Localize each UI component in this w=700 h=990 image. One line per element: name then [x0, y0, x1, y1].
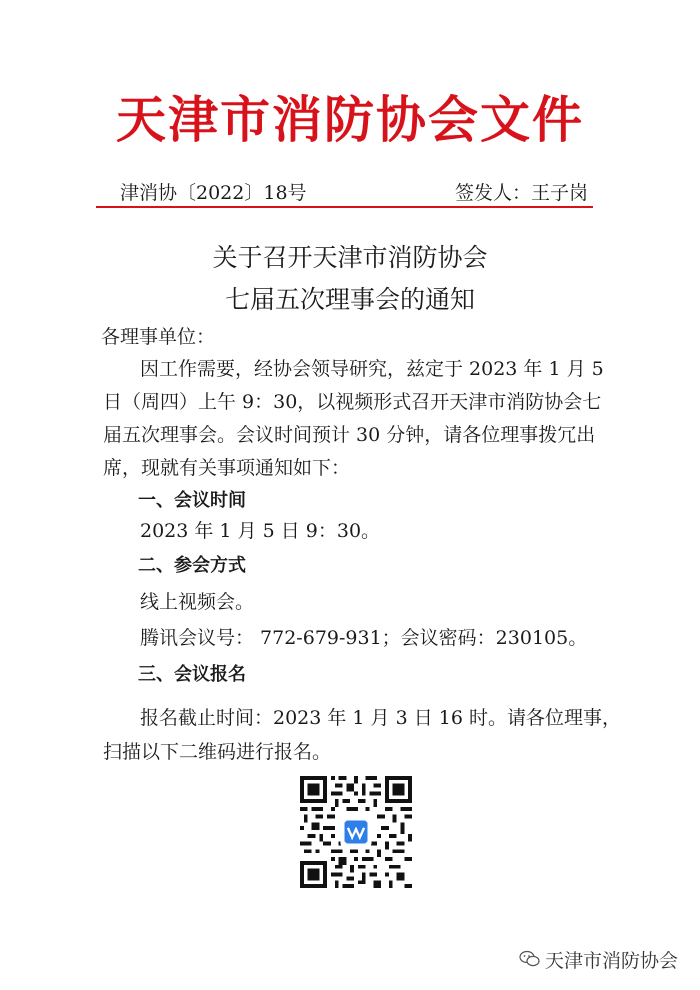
meeting-info: 腾讯会议号： 772-679-931；会议密码：230105。 [140, 627, 588, 649]
wechat-watermark [519, 946, 678, 973]
document-number: 津消协〔2022〕18号 [120, 182, 307, 204]
wechat-icon [519, 950, 541, 973]
watermark-text: 天津市消防协会 [544, 950, 678, 972]
section-heading: 三、会议报名 [138, 664, 246, 685]
section-heading: 二、参会方式 [138, 555, 246, 576]
paragraph-line: 届五次理事会。会议时间预计 30 分钟，请各位理事拨冗出 [103, 424, 596, 446]
section-text: 2023 年 1 月 5 日 9：30。 [140, 520, 381, 542]
paragraph-line: 日（周四）上午 9：30，以视频形式召开天津市消防协会七 [103, 391, 602, 413]
red-divider [96, 206, 593, 208]
salutation: 各理事单位： [101, 326, 216, 348]
section-text: 线上视频会。 [140, 591, 255, 613]
registration-qr-code[interactable] [300, 776, 412, 888]
notice-title-line-1: 关于召开天津市消防协会 [212, 243, 488, 272]
paragraph-line: 因工作需要，经协会领导研究，兹定于 2023 年 1 月 5 [140, 358, 604, 380]
notice-title-line-2: 七届五次理事会的通知 [224, 285, 475, 314]
issuer-signature: 签发人：王子岗 [454, 182, 588, 204]
document-header-title: 天津市消防协会文件 [116, 90, 584, 149]
section-heading: 一、会议时间 [138, 490, 246, 511]
section-text: 扫描以下二维码进行报名。 [103, 741, 332, 763]
section-text: 报名截止时间：2023 年 1 月 3 日 16 时。请各位理事， [140, 707, 621, 729]
paragraph-line: 席，现就有关事项通知如下： [103, 457, 351, 479]
